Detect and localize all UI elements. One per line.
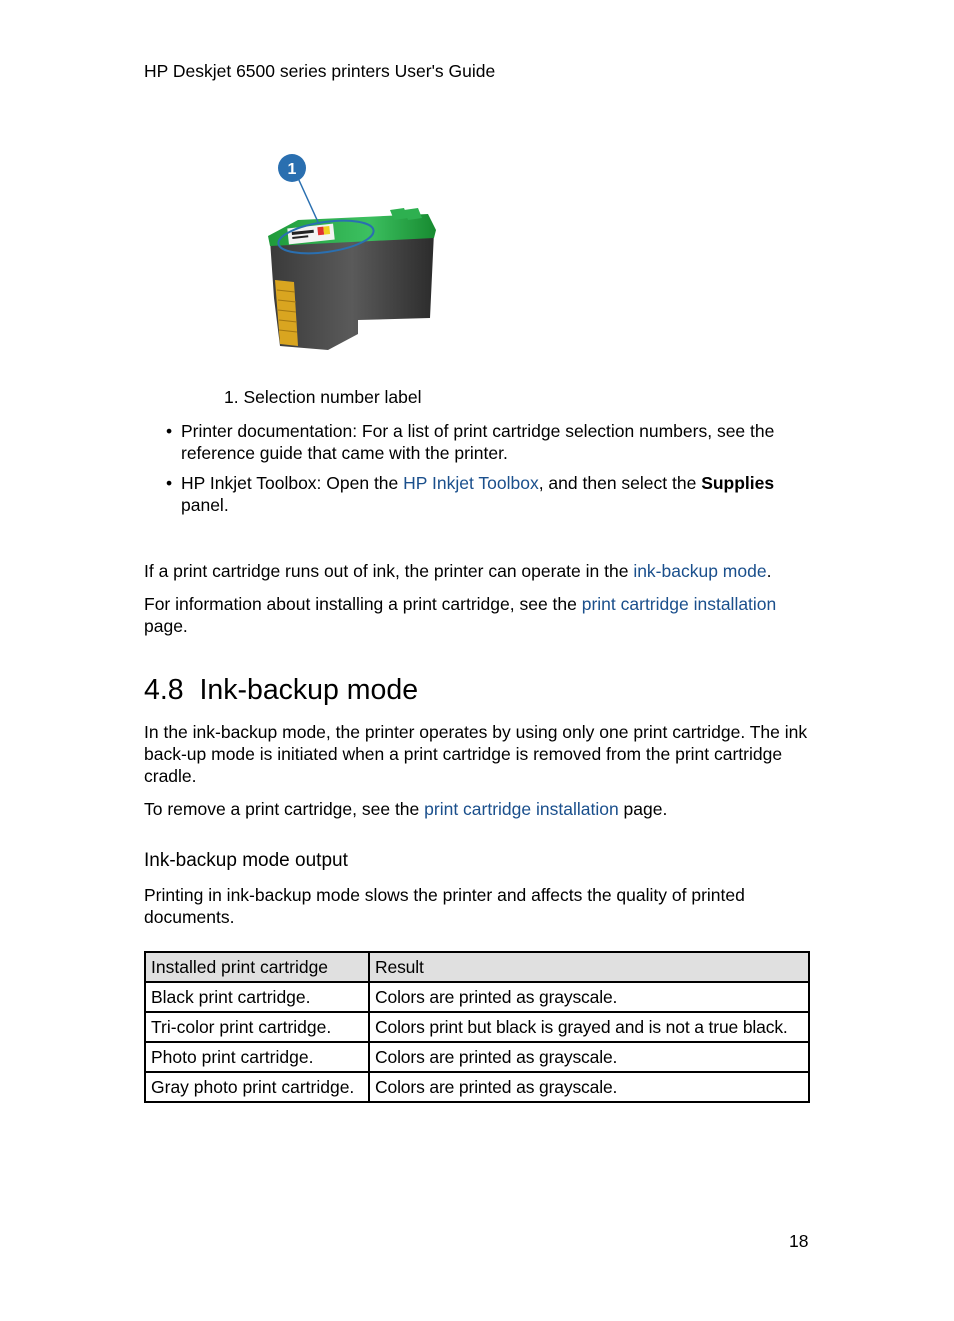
page-number: 18 — [789, 1231, 809, 1251]
figure-caption: 1. Selection number label — [224, 387, 422, 407]
bullet-marker: • — [166, 473, 173, 493]
print-cartridge-installation-link[interactable]: print cartridge installation — [424, 799, 619, 819]
hp-inkjet-toolbox-link[interactable]: HP Inkjet Toolbox — [403, 473, 539, 493]
list-item: • HP Inkjet Toolbox: Open the HP Inkjet Toolbox, and then select the Supplies panel. — [166, 473, 775, 515]
ink-backup-paragraph: If a print cartridge runs out of ink, the printer can operate in the ink-backup mode. — [144, 561, 772, 581]
ink-backup-mode-link[interactable]: ink-backup mode — [633, 561, 767, 581]
page-header: HP Deskjet 6500 series printers User's Guide — [144, 61, 496, 81]
remove-cartridge-paragraph: To remove a print cartridge, see the print cartridge installation page. — [144, 799, 668, 819]
table-row — [145, 1042, 809, 1072]
table-cell: Tri-color print cartridge. — [145, 1012, 369, 1042]
column-header: Result — [369, 952, 809, 982]
table-header-row — [145, 952, 809, 982]
table-cell: Colors are printed as grayscale. — [369, 1042, 809, 1072]
table-cell: Black print cartridge. — [145, 982, 369, 1012]
callout-number: 1 — [287, 161, 297, 178]
column-header: Installed print cartridge — [145, 952, 369, 982]
installation-info-paragraph: For information about installing a print cartridge, see the print cartridge installation page. — [144, 594, 777, 636]
table-row — [145, 1012, 809, 1042]
subsection-heading: Ink-backup mode output — [144, 850, 348, 871]
info-bullet-list — [160, 420, 820, 524]
output-description: Printing in ink-backup mode slows the printer and affects the quality of printed documents. — [144, 885, 745, 927]
table-cell: Gray photo print cartridge. — [145, 1072, 369, 1102]
print-cartridge-illustration — [258, 148, 448, 358]
table-row — [145, 982, 809, 1012]
ink-backup-output-table — [144, 951, 810, 1103]
table-cell: Colors are printed as grayscale. — [369, 982, 809, 1012]
table-cell: Colors are printed as grayscale. — [369, 1072, 809, 1102]
bullet-marker: • — [166, 421, 173, 441]
list-item: • Printer documentation: For a list of print cartridge selection numbers, see the reference guide that came with the printer. — [166, 421, 775, 463]
ink-backup-description: In the ink-backup mode, the printer operates by using only one print cartridge. The ink back-up mode is initiated when a print cartridge is removed from the print cartridge cradle. — [144, 722, 808, 786]
section-heading: 4.8 Ink-backup mode — [144, 674, 419, 706]
callout-leader-line — [298, 178, 318, 222]
table-cell: Colors print but black is grayed and is not a true black. — [369, 1012, 809, 1042]
table-cell: Photo print cartridge. — [145, 1042, 369, 1072]
table-row — [145, 1072, 809, 1102]
print-cartridge-installation-link[interactable]: print cartridge installation — [581, 594, 777, 614]
